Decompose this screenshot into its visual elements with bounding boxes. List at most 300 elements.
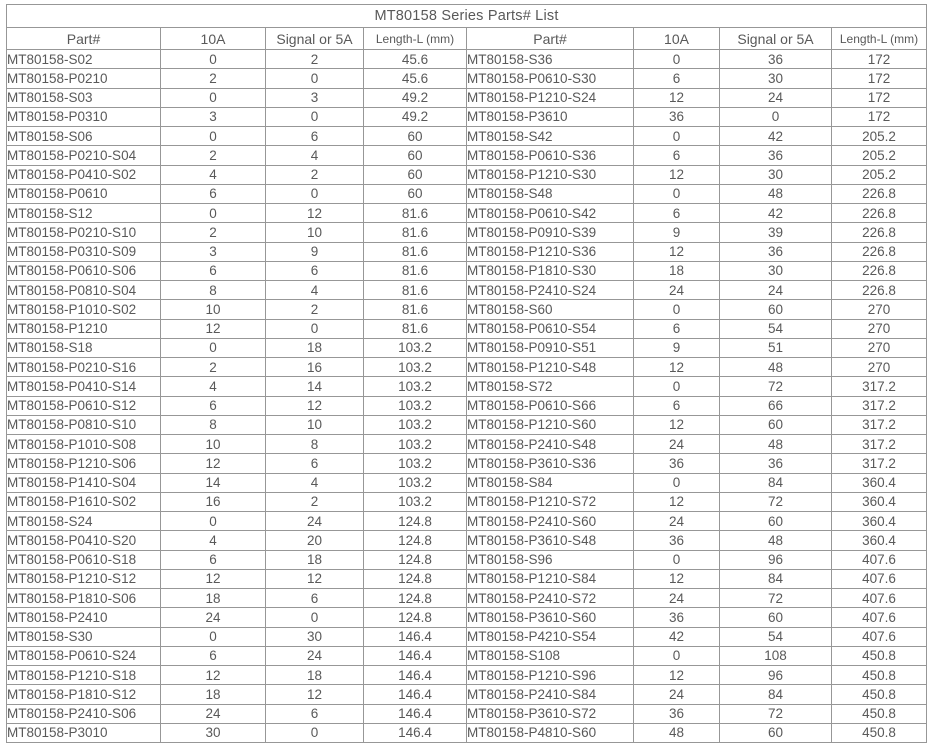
qty-10a-cell: 0 [161,127,266,146]
length-cell: 450.8 [832,646,927,665]
qty-10a-cell: 14 [161,473,266,492]
table-row [7,685,927,704]
table-row [7,300,927,319]
part-number-cell: MT80158-P0410-S14 [7,377,161,396]
qty-10a-cell: 12 [634,358,720,377]
qty-signal-5a-cell: 4 [266,146,364,165]
qty-10a-cell: 0 [161,338,266,357]
part-number-cell: MT80158-P0610-S42 [467,204,634,223]
length-cell: 103.2 [364,358,467,377]
table-row [7,127,927,146]
part-number-cell: MT80158-P0610-S18 [7,550,161,569]
qty-10a-cell: 6 [634,204,720,223]
qty-signal-5a-cell: 42 [720,204,832,223]
qty-10a-cell: 36 [634,107,720,126]
qty-signal-5a-cell: 48 [720,531,832,550]
qty-signal-5a-cell: 3 [266,88,364,107]
qty-signal-5a-cell: 60 [720,415,832,434]
qty-10a-cell: 10 [161,300,266,319]
length-cell: 49.2 [364,88,467,107]
part-number-cell: MT80158-S03 [7,88,161,107]
column-header-length-right: Length-L (mm) [832,28,927,50]
qty-signal-5a-cell: 18 [266,550,364,569]
qty-10a-cell: 36 [634,608,720,627]
part-number-cell: MT80158-P3010 [7,723,161,742]
table-row [7,454,927,473]
qty-10a-cell: 0 [634,127,720,146]
length-cell: 60 [364,127,467,146]
qty-10a-cell: 18 [634,261,720,280]
part-number-cell: MT80158-S06 [7,127,161,146]
qty-signal-5a-cell: 0 [266,723,364,742]
length-cell: 81.6 [364,242,467,261]
table-row [7,165,927,184]
part-number-cell: MT80158-P0610-S12 [7,396,161,415]
column-header-signal-5a-left: Signal or 5A [266,28,364,50]
qty-10a-cell: 6 [161,550,266,569]
table-title: MT80158 Series Parts# List [7,5,927,28]
qty-signal-5a-cell: 66 [720,396,832,415]
qty-signal-5a-cell: 0 [266,319,364,338]
length-cell: 317.2 [832,454,927,473]
qty-signal-5a-cell: 6 [266,454,364,473]
qty-10a-cell: 18 [161,685,266,704]
table-row [7,531,927,550]
length-cell: 81.6 [364,261,467,280]
qty-10a-cell: 2 [161,146,266,165]
part-number-cell: MT80158-P2410-S72 [467,589,634,608]
part-number-cell: MT80158-P0610-S24 [7,646,161,665]
length-cell: 146.4 [364,666,467,685]
qty-10a-cell: 6 [634,396,720,415]
length-cell: 81.6 [364,300,467,319]
column-header-10a-right: 10A [634,28,720,50]
part-number-cell: MT80158-P0310 [7,107,161,126]
part-number-cell: MT80158-P1210-S96 [467,666,634,685]
length-cell: 124.8 [364,512,467,531]
part-number-cell: MT80158-P0810-S10 [7,415,161,434]
part-number-cell: MT80158-P3610-S60 [467,608,634,627]
table-row [7,473,927,492]
qty-signal-5a-cell: 2 [266,492,364,511]
qty-10a-cell: 0 [634,377,720,396]
qty-10a-cell: 0 [634,473,720,492]
qty-10a-cell: 0 [161,88,266,107]
qty-10a-cell: 0 [634,646,720,665]
qty-10a-cell: 6 [161,184,266,203]
part-number-cell: MT80158-P0610-S30 [467,69,634,88]
length-cell: 45.6 [364,50,467,69]
qty-signal-5a-cell: 0 [266,608,364,627]
table-row [7,608,927,627]
qty-signal-5a-cell: 24 [266,512,364,531]
qty-signal-5a-cell: 16 [266,358,364,377]
part-number-cell: MT80158-P2410-S24 [467,281,634,300]
length-cell: 60 [364,165,467,184]
qty-10a-cell: 0 [161,204,266,223]
table-row [7,69,927,88]
qty-signal-5a-cell: 84 [720,473,832,492]
table-row [7,512,927,531]
qty-signal-5a-cell: 72 [720,704,832,723]
part-number-cell: MT80158-P1210-S06 [7,454,161,473]
table-row [7,107,927,126]
part-number-cell: MT80158-P0210 [7,69,161,88]
table-row [7,435,927,454]
length-cell: 81.6 [364,204,467,223]
length-cell: 270 [832,358,927,377]
qty-10a-cell: 3 [161,242,266,261]
length-cell: 360.4 [832,531,927,550]
table-row [7,723,927,742]
part-number-cell: MT80158-P2410-S48 [467,435,634,454]
length-cell: 81.6 [364,223,467,242]
length-cell: 317.2 [832,435,927,454]
qty-signal-5a-cell: 84 [720,569,832,588]
part-number-cell: MT80158-S24 [7,512,161,531]
length-cell: 81.6 [364,281,467,300]
qty-signal-5a-cell: 36 [720,242,832,261]
qty-10a-cell: 2 [161,223,266,242]
qty-signal-5a-cell: 84 [720,685,832,704]
qty-signal-5a-cell: 0 [266,184,364,203]
length-cell: 407.6 [832,627,927,646]
qty-signal-5a-cell: 9 [266,242,364,261]
length-cell: 407.6 [832,550,927,569]
qty-10a-cell: 12 [634,666,720,685]
qty-10a-cell: 2 [161,69,266,88]
qty-signal-5a-cell: 30 [720,69,832,88]
table-row [7,646,927,665]
qty-signal-5a-cell: 36 [720,50,832,69]
length-cell: 226.8 [832,204,927,223]
qty-10a-cell: 18 [161,589,266,608]
qty-10a-cell: 0 [161,512,266,531]
qty-10a-cell: 24 [161,608,266,627]
part-number-cell: MT80158-P1810-S30 [467,261,634,280]
qty-10a-cell: 9 [634,223,720,242]
length-cell: 124.8 [364,550,467,569]
part-number-cell: MT80158-P1210 [7,319,161,338]
length-cell: 317.2 [832,377,927,396]
length-cell: 103.2 [364,435,467,454]
qty-10a-cell: 0 [161,627,266,646]
part-number-cell: MT80158-P1210-S18 [7,666,161,685]
table-row [7,550,927,569]
qty-10a-cell: 6 [634,319,720,338]
part-number-cell: MT80158-P0610-S66 [467,396,634,415]
qty-10a-cell: 16 [161,492,266,511]
qty-signal-5a-cell: 8 [266,435,364,454]
length-cell: 60 [364,146,467,165]
qty-signal-5a-cell: 60 [720,723,832,742]
part-number-cell: MT80158-P0410-S20 [7,531,161,550]
part-number-cell: MT80158-S96 [467,550,634,569]
parts-table-body [7,50,927,743]
length-cell: 360.4 [832,473,927,492]
part-number-cell: MT80158-P1210-S48 [467,358,634,377]
length-cell: 146.4 [364,627,467,646]
part-number-cell: MT80158-S18 [7,338,161,357]
part-number-cell: MT80158-P1210-S30 [467,165,634,184]
part-number-cell: MT80158-P1210-S36 [467,242,634,261]
table-row [7,223,927,242]
qty-10a-cell: 2 [161,358,266,377]
table-row [7,88,927,107]
qty-10a-cell: 4 [161,165,266,184]
part-number-cell: MT80158-P3610-S36 [467,454,634,473]
length-cell: 172 [832,50,927,69]
qty-10a-cell: 9 [634,338,720,357]
part-number-cell: MT80158-P0610-S54 [467,319,634,338]
length-cell: 124.8 [364,589,467,608]
length-cell: 270 [832,300,927,319]
part-number-cell: MT80158-P0610 [7,184,161,203]
qty-10a-cell: 12 [634,569,720,588]
part-number-cell: MT80158-P0910-S39 [467,223,634,242]
length-cell: 407.6 [832,589,927,608]
table-row [7,50,927,69]
qty-signal-5a-cell: 96 [720,550,832,569]
part-number-cell: MT80158-P2410-S84 [467,685,634,704]
qty-signal-5a-cell: 0 [266,107,364,126]
qty-signal-5a-cell: 6 [266,261,364,280]
qty-signal-5a-cell: 14 [266,377,364,396]
qty-signal-5a-cell: 6 [266,704,364,723]
qty-signal-5a-cell: 0 [720,107,832,126]
part-number-cell: MT80158-P0910-S51 [467,338,634,357]
length-cell: 205.2 [832,127,927,146]
title-row [7,5,927,28]
qty-signal-5a-cell: 6 [266,589,364,608]
length-cell: 450.8 [832,685,927,704]
column-header-part-left: Part# [7,28,161,50]
table-row [7,261,927,280]
column-header-10a-left: 10A [161,28,266,50]
qty-signal-5a-cell: 48 [720,184,832,203]
table-row [7,338,927,357]
qty-10a-cell: 12 [634,415,720,434]
table-row [7,281,927,300]
table-row [7,242,927,261]
qty-signal-5a-cell: 2 [266,300,364,319]
qty-signal-5a-cell: 24 [720,88,832,107]
part-number-cell: MT80158-P1610-S02 [7,492,161,511]
table-row [7,184,927,203]
length-cell: 49.2 [364,107,467,126]
part-number-cell: MT80158-P1210-S60 [467,415,634,434]
qty-signal-5a-cell: 30 [720,165,832,184]
length-cell: 172 [832,88,927,107]
qty-signal-5a-cell: 72 [720,492,832,511]
length-cell: 205.2 [832,146,927,165]
length-cell: 146.4 [364,704,467,723]
qty-signal-5a-cell: 0 [266,69,364,88]
qty-signal-5a-cell: 54 [720,627,832,646]
length-cell: 103.2 [364,396,467,415]
qty-signal-5a-cell: 20 [266,531,364,550]
qty-signal-5a-cell: 42 [720,127,832,146]
qty-10a-cell: 12 [161,319,266,338]
qty-10a-cell: 36 [634,704,720,723]
part-number-cell: MT80158-S84 [467,473,634,492]
table-row [7,666,927,685]
length-cell: 226.8 [832,223,927,242]
qty-signal-5a-cell: 10 [266,415,364,434]
part-number-cell: MT80158-P1410-S04 [7,473,161,492]
table-row [7,704,927,723]
qty-signal-5a-cell: 18 [266,338,364,357]
part-number-cell: MT80158-P1010-S02 [7,300,161,319]
qty-signal-5a-cell: 36 [720,146,832,165]
length-cell: 146.4 [364,685,467,704]
qty-10a-cell: 12 [161,666,266,685]
part-number-cell: MT80158-P0210-S04 [7,146,161,165]
length-cell: 103.2 [364,415,467,434]
length-cell: 172 [832,107,927,126]
qty-signal-5a-cell: 54 [720,319,832,338]
qty-signal-5a-cell: 12 [266,204,364,223]
part-number-cell: MT80158-S30 [7,627,161,646]
part-number-cell: MT80158-S72 [467,377,634,396]
part-number-cell: MT80158-P3610-S48 [467,531,634,550]
qty-signal-5a-cell: 60 [720,608,832,627]
part-number-cell: MT80158-S108 [467,646,634,665]
part-number-cell: MT80158-P1010-S08 [7,435,161,454]
length-cell: 103.2 [364,338,467,357]
length-cell: 124.8 [364,531,467,550]
qty-signal-5a-cell: 36 [720,454,832,473]
qty-signal-5a-cell: 12 [266,569,364,588]
qty-signal-5a-cell: 12 [266,396,364,415]
part-number-cell: MT80158-P3610 [467,107,634,126]
length-cell: 270 [832,338,927,357]
qty-10a-cell: 24 [634,589,720,608]
length-cell: 124.8 [364,569,467,588]
part-number-cell: MT80158-P2410 [7,608,161,627]
qty-signal-5a-cell: 108 [720,646,832,665]
qty-10a-cell: 3 [161,107,266,126]
qty-signal-5a-cell: 6 [266,127,364,146]
qty-10a-cell: 0 [634,50,720,69]
length-cell: 124.8 [364,608,467,627]
part-number-cell: MT80158-P0610-S06 [7,261,161,280]
qty-10a-cell: 12 [634,165,720,184]
qty-signal-5a-cell: 72 [720,377,832,396]
part-number-cell: MT80158-P1810-S06 [7,589,161,608]
qty-10a-cell: 42 [634,627,720,646]
table-row [7,569,927,588]
qty-signal-5a-cell: 48 [720,358,832,377]
part-number-cell: MT80158-P0610-S36 [467,146,634,165]
qty-10a-cell: 6 [161,396,266,415]
part-number-cell: MT80158-P1210-S24 [467,88,634,107]
qty-10a-cell: 12 [634,492,720,511]
length-cell: 81.6 [364,319,467,338]
table-row [7,319,927,338]
column-header-signal-5a-right: Signal or 5A [720,28,832,50]
part-number-cell: MT80158-P4210-S54 [467,627,634,646]
qty-10a-cell: 0 [161,50,266,69]
length-cell: 103.2 [364,454,467,473]
qty-10a-cell: 48 [634,723,720,742]
qty-10a-cell: 24 [634,435,720,454]
part-number-cell: MT80158-S36 [467,50,634,69]
table-row [7,492,927,511]
length-cell: 226.8 [832,281,927,300]
qty-10a-cell: 6 [634,69,720,88]
qty-signal-5a-cell: 18 [266,666,364,685]
length-cell: 103.2 [364,473,467,492]
part-number-cell: MT80158-S48 [467,184,634,203]
qty-10a-cell: 36 [634,454,720,473]
qty-10a-cell: 12 [634,88,720,107]
qty-10a-cell: 10 [161,435,266,454]
length-cell: 450.8 [832,666,927,685]
qty-10a-cell: 4 [161,531,266,550]
qty-signal-5a-cell: 2 [266,165,364,184]
qty-10a-cell: 36 [634,531,720,550]
qty-signal-5a-cell: 12 [266,685,364,704]
qty-signal-5a-cell: 30 [266,627,364,646]
length-cell: 450.8 [832,704,927,723]
table-row [7,627,927,646]
qty-signal-5a-cell: 60 [720,512,832,531]
qty-10a-cell: 12 [634,242,720,261]
qty-10a-cell: 0 [634,550,720,569]
qty-signal-5a-cell: 51 [720,338,832,357]
part-number-cell: MT80158-P4810-S60 [467,723,634,742]
part-number-cell: MT80158-S60 [467,300,634,319]
part-number-cell: MT80158-P0210-S10 [7,223,161,242]
qty-signal-5a-cell: 48 [720,435,832,454]
table-row [7,589,927,608]
part-number-cell: MT80158-P1210-S84 [467,569,634,588]
qty-10a-cell: 24 [634,512,720,531]
part-number-cell: MT80158-S12 [7,204,161,223]
length-cell: 226.8 [832,261,927,280]
qty-signal-5a-cell: 96 [720,666,832,685]
length-cell: 205.2 [832,165,927,184]
qty-10a-cell: 6 [161,646,266,665]
qty-10a-cell: 8 [161,415,266,434]
length-cell: 226.8 [832,184,927,203]
qty-10a-cell: 12 [161,569,266,588]
length-cell: 317.2 [832,396,927,415]
qty-10a-cell: 0 [634,300,720,319]
qty-signal-5a-cell: 39 [720,223,832,242]
length-cell: 172 [832,69,927,88]
part-number-cell: MT80158-P3610-S72 [467,704,634,723]
length-cell: 317.2 [832,415,927,434]
qty-10a-cell: 4 [161,377,266,396]
length-cell: 146.4 [364,646,467,665]
qty-10a-cell: 24 [634,281,720,300]
qty-10a-cell: 6 [161,261,266,280]
length-cell: 146.4 [364,723,467,742]
qty-signal-5a-cell: 30 [720,261,832,280]
part-number-cell: MT80158-P0210-S16 [7,358,161,377]
length-cell: 45.6 [364,69,467,88]
qty-signal-5a-cell: 72 [720,589,832,608]
qty-10a-cell: 24 [161,704,266,723]
length-cell: 103.2 [364,377,467,396]
length-cell: 407.6 [832,608,927,627]
qty-signal-5a-cell: 10 [266,223,364,242]
table-row [7,396,927,415]
part-number-cell: MT80158-P2410-S60 [467,512,634,531]
part-number-cell: MT80158-P1210-S72 [467,492,634,511]
